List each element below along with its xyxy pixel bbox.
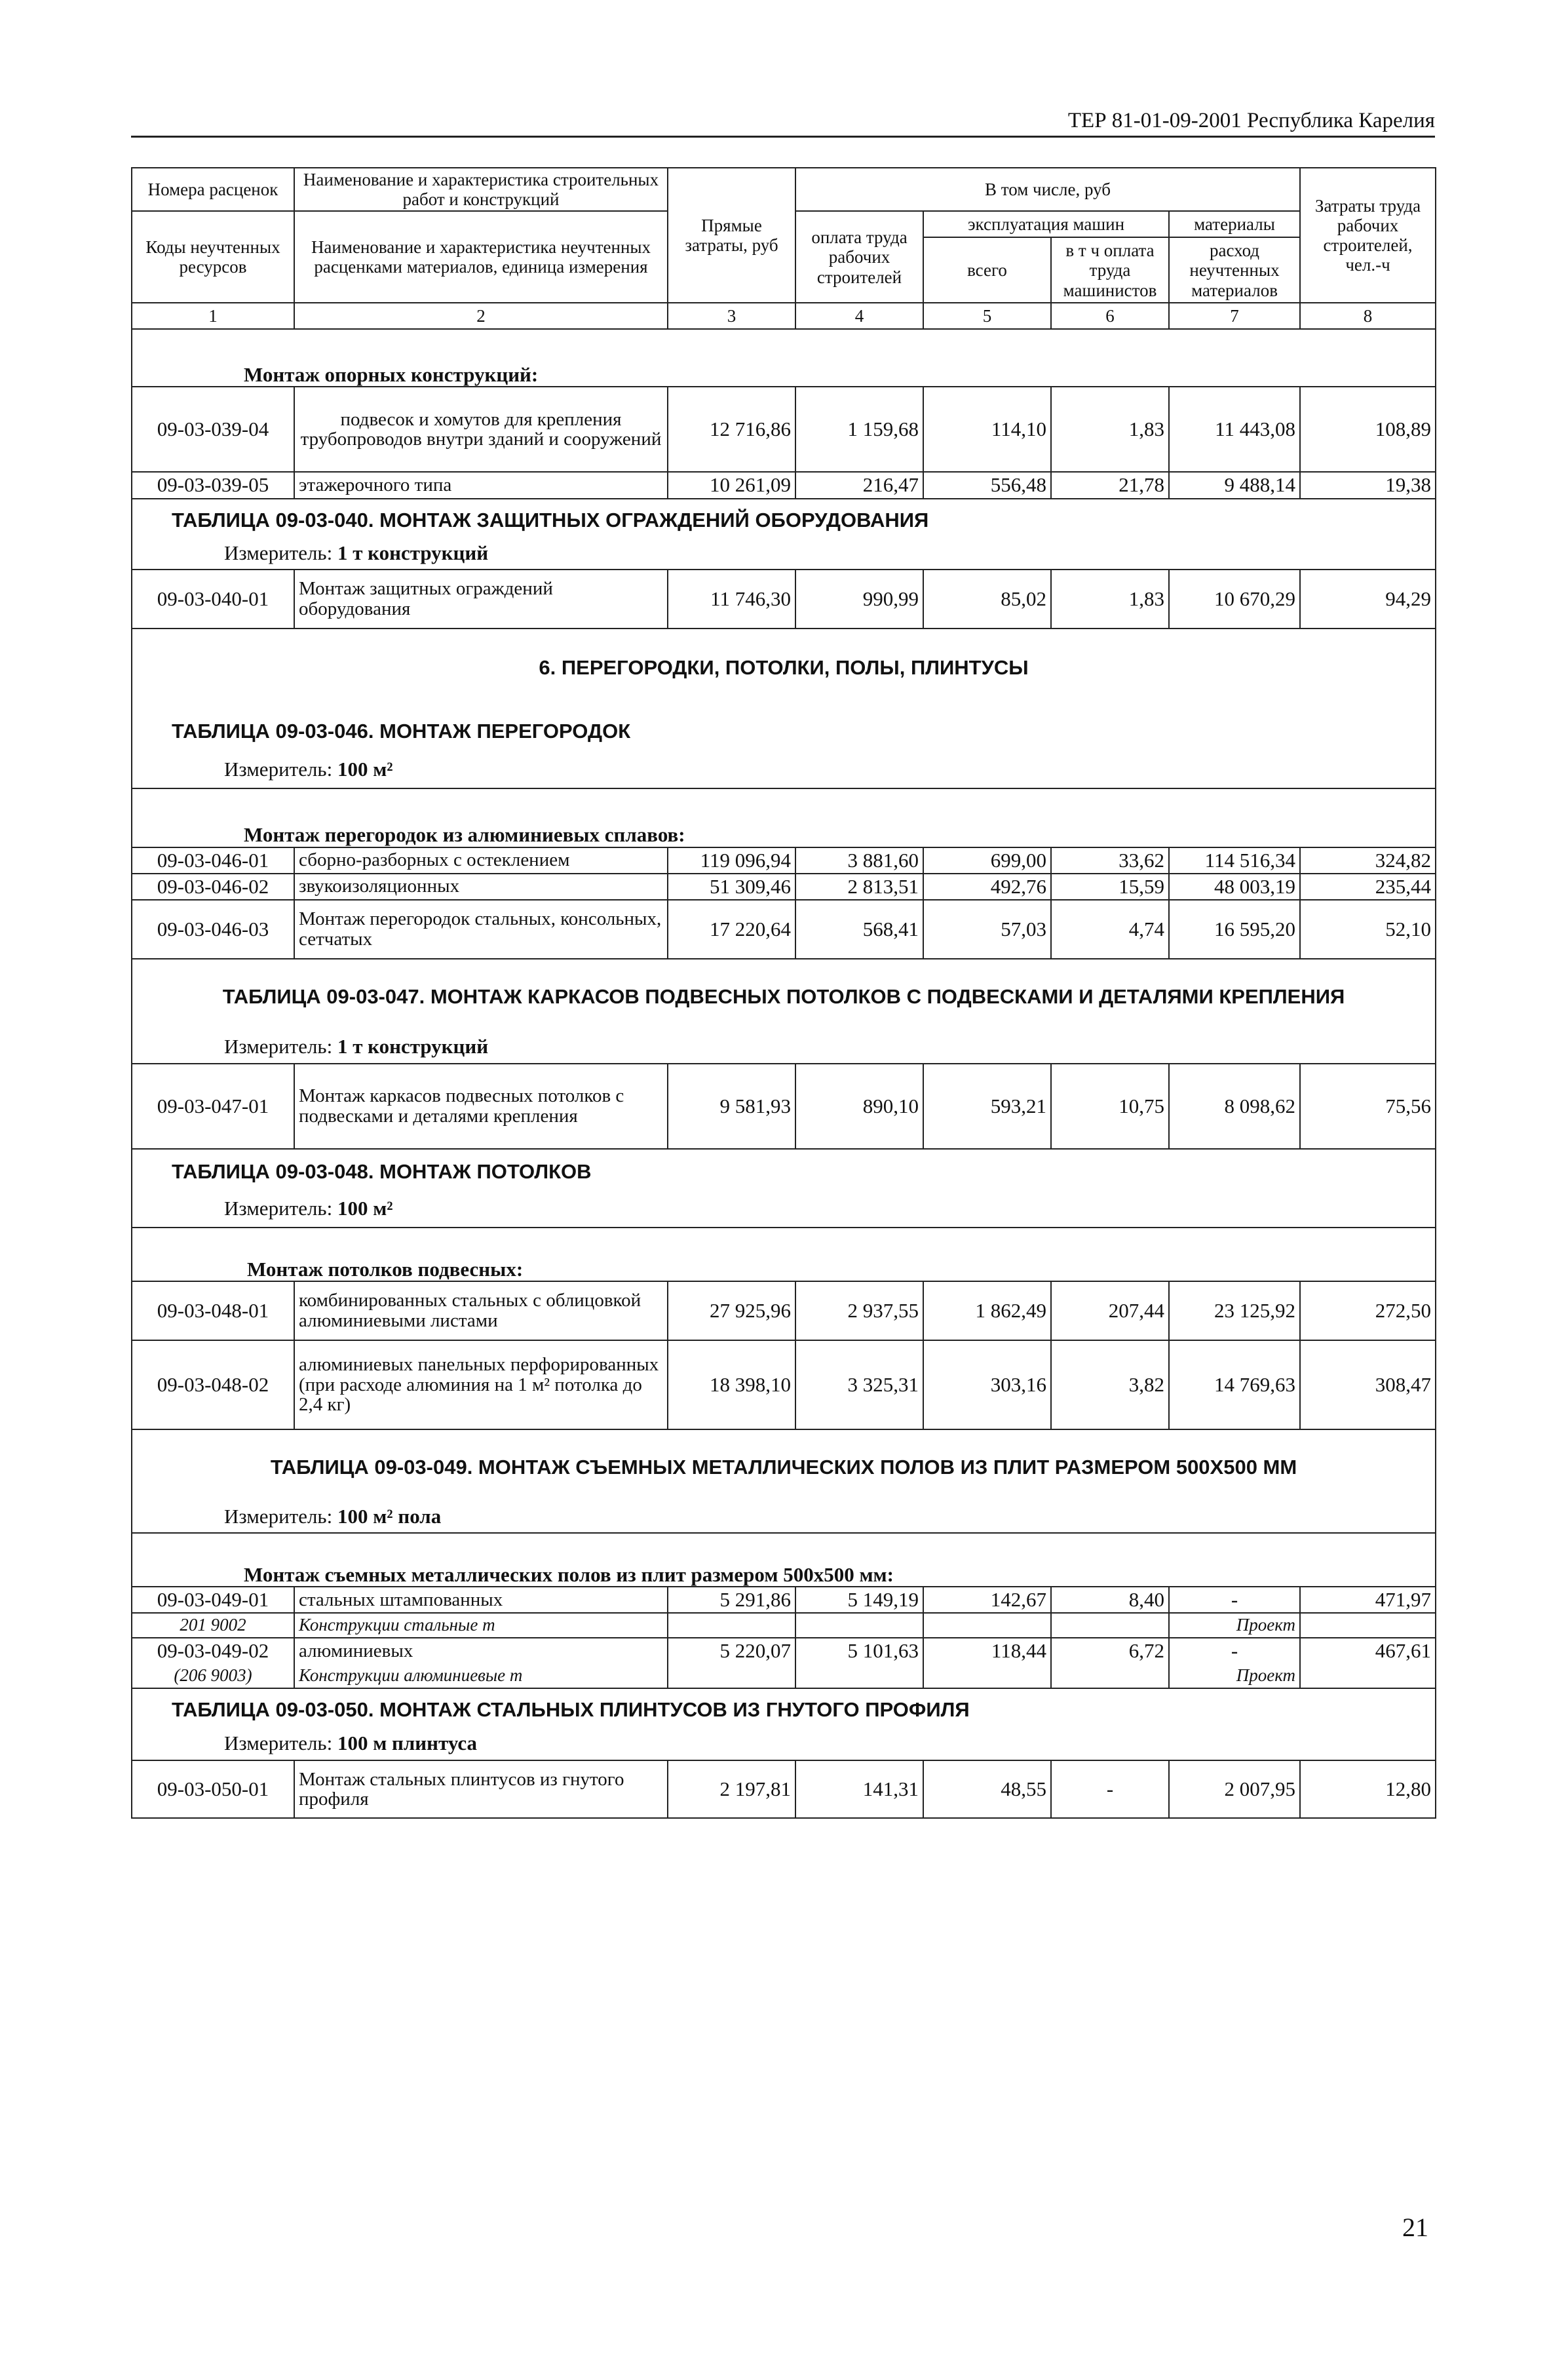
table-title: ТАБЛИЦА 09-03-040. МОНТАЖ ЗАЩИТНЫХ ОГРАЖДЕНИЙ ОБОРУДОВАНИЯ — [132, 499, 1436, 538]
column-number: 1 — [132, 303, 294, 329]
measure-value: 1 т конструкций — [337, 1035, 489, 1058]
table-title: ТАБЛИЦА 09-03-047. МОНТАЖ КАРКАСОВ ПОДВЕСНЫХ ПОТОЛКОВ С ПОДВЕСКАМИ И ДЕТАЛЯМИ КРЕПЛЕНИЯ — [132, 959, 1436, 1031]
direct-costs: 119 096,94 — [668, 847, 795, 874]
rate-name: алюминиевых — [294, 1638, 668, 1663]
rate-name: Монтаж каркасов подвесных потолков с подвесками и деталями крепления — [294, 1064, 668, 1149]
machines-total: 492,76 — [923, 874, 1051, 900]
machinists-pay: 33,62 — [1051, 847, 1169, 874]
materials: 23 125,92 — [1169, 1281, 1300, 1340]
measure-label: Измеритель: — [224, 1197, 337, 1220]
column-number: 6 — [1051, 303, 1169, 329]
direct-costs: 12 716,86 — [668, 387, 795, 472]
materials: 48 003,19 — [1169, 874, 1300, 900]
machinists-pay: 4,74 — [1051, 900, 1169, 959]
group-title: Монтаж съемных металлических полов из плит размером 500х500 мм: — [132, 1533, 1436, 1587]
empty-cell — [1051, 1663, 1169, 1688]
measure-label: Измеритель: — [224, 1505, 337, 1528]
measure-value: 100 м² — [337, 1197, 393, 1220]
labor-hours: 324,82 — [1300, 847, 1436, 874]
material-name: Конструкции алюминиевые т — [294, 1663, 668, 1688]
labor-hours: 308,47 — [1300, 1340, 1436, 1429]
header-materials: материалы — [1169, 211, 1300, 237]
measure-value: 1 т конструкций — [337, 541, 489, 565]
labor-hours: 94,29 — [1300, 570, 1436, 629]
materials: 114 516,34 — [1169, 847, 1300, 874]
table-row — [132, 900, 1436, 959]
material-consumption: Проект — [1169, 1613, 1300, 1638]
machines-total: 118,44 — [923, 1638, 1051, 1663]
table-title: ТАБЛИЦА 09-03-046. МОНТАЖ ПЕРЕГОРОДОК — [132, 707, 1436, 752]
machinists-pay: 10,75 — [1051, 1064, 1169, 1149]
machinists-pay: 8,40 — [1051, 1587, 1169, 1613]
header-machines: эксплуатация машин — [923, 211, 1169, 237]
labor-pay: 216,47 — [795, 472, 923, 498]
labor-pay: 890,10 — [795, 1064, 923, 1149]
column-number: 5 — [923, 303, 1051, 329]
measure-unit — [132, 1031, 1436, 1064]
labor-hours: 272,50 — [1300, 1281, 1436, 1340]
rate-code: 09-03-049-01 — [132, 1587, 294, 1613]
header-machines-total: всего — [923, 237, 1051, 303]
direct-costs: 5 220,07 — [668, 1638, 795, 1663]
material-consumption: Проект — [1169, 1663, 1300, 1688]
measure-unit — [132, 1191, 1436, 1228]
machinists-pay: 21,78 — [1051, 472, 1169, 498]
header-labor-pay: оплата труда рабочих строителей — [795, 211, 923, 303]
rate-code: 09-03-050-01 — [132, 1760, 294, 1818]
labor-pay: 3 325,31 — [795, 1340, 923, 1429]
labor-hours: 471,97 — [1300, 1587, 1436, 1613]
labor-pay: 990,99 — [795, 570, 923, 629]
rate-code: 09-03-039-05 — [132, 472, 294, 498]
table-title: ТАБЛИЦА 09-03-049. МОНТАЖ СЪЕМНЫХ МЕТАЛЛИЧЕСКИХ ПОЛОВ ИЗ ПЛИТ РАЗМЕРОМ 500Х500 ММ — [132, 1429, 1436, 1501]
column-number: 4 — [795, 303, 923, 329]
header-including: В том числе, руб — [795, 168, 1300, 211]
materials: 9 488,14 — [1169, 472, 1300, 498]
machines-total: 57,03 — [923, 900, 1051, 959]
empty-cell — [668, 1613, 795, 1638]
resource-code: (206 9003) — [132, 1663, 294, 1688]
table-row — [132, 1281, 1436, 1340]
direct-costs: 5 291,86 — [668, 1587, 795, 1613]
rate-name: стальных штампованных — [294, 1587, 668, 1613]
rate-name: этажерочного типа — [294, 472, 668, 498]
labor-pay: 568,41 — [795, 900, 923, 959]
direct-costs: 18 398,10 — [668, 1340, 795, 1429]
rate-code: 09-03-046-01 — [132, 847, 294, 874]
table-row — [132, 387, 1436, 472]
table-title: ТАБЛИЦА 09-03-048. МОНТАЖ ПОТОЛКОВ — [132, 1149, 1436, 1191]
rate-code: 09-03-048-02 — [132, 1340, 294, 1429]
table-title: ТАБЛИЦА 09-03-050. МОНТАЖ СТАЛЬНЫХ ПЛИНТУСОВ ИЗ ГНУТОГО ПРОФИЛЯ — [132, 1688, 1436, 1728]
group-title: Монтаж потолков подвесных: — [132, 1228, 1436, 1281]
rate-code: 09-03-046-02 — [132, 874, 294, 900]
table-row — [132, 874, 1436, 900]
rate-name: комбинированных стальных с облицовкой алюминиевыми листами — [294, 1281, 668, 1340]
direct-costs: 9 581,93 — [668, 1064, 795, 1149]
rate-name: подвесок и хомутов для крепления трубопроводов внутри зданий и сооружений — [294, 387, 668, 472]
materials: 10 670,29 — [1169, 570, 1300, 629]
machines-total: 85,02 — [923, 570, 1051, 629]
machines-total: 48,55 — [923, 1760, 1051, 1818]
rate-code: 09-03-049-02 — [132, 1638, 294, 1663]
measure-unit — [132, 538, 1436, 570]
rate-name: Монтаж перегородок стальных, консольных, сетчатых — [294, 900, 668, 959]
header-direct-costs: Прямые затраты, руб — [668, 168, 795, 303]
machinists-pay: 1,83 — [1051, 570, 1169, 629]
machines-total: 699,00 — [923, 847, 1051, 874]
rate-name: Монтаж защитных ограждений оборудования — [294, 570, 668, 629]
machines-total: 593,21 — [923, 1064, 1051, 1149]
header-machinists-pay: в т ч оплата труда машинистов — [1051, 237, 1169, 303]
rates-table — [131, 167, 1436, 1819]
measure-label: Измеритель: — [224, 1732, 337, 1755]
material-row — [132, 1663, 1436, 1688]
labor-pay: 3 881,60 — [795, 847, 923, 874]
measure-value: 100 м² пола — [337, 1505, 442, 1528]
direct-costs: 51 309,46 — [668, 874, 795, 900]
resource-code: 201 9002 — [132, 1613, 294, 1638]
machines-total: 556,48 — [923, 472, 1051, 498]
materials: 16 595,20 — [1169, 900, 1300, 959]
empty-cell — [795, 1613, 923, 1638]
machinists-pay: 15,59 — [1051, 874, 1169, 900]
machines-total: 142,67 — [923, 1587, 1051, 1613]
labor-hours: 75,56 — [1300, 1064, 1436, 1149]
labor-hours: 467,61 — [1300, 1638, 1436, 1663]
table-row — [132, 1638, 1436, 1663]
table-row — [132, 472, 1436, 498]
labor-hours: 235,44 — [1300, 874, 1436, 900]
header-labor-costs: Затраты труда рабочих строителей, чел.-ч — [1300, 168, 1436, 303]
rate-name: звукоизоляционных — [294, 874, 668, 900]
header-work-name: Наименование и характеристика строительных работ и конструкций — [294, 168, 668, 211]
direct-costs: 10 261,09 — [668, 472, 795, 498]
direct-costs: 17 220,64 — [668, 900, 795, 959]
rate-code: 09-03-047-01 — [132, 1064, 294, 1149]
rate-code: 09-03-046-03 — [132, 900, 294, 959]
empty-cell — [923, 1613, 1051, 1638]
measure-unit — [132, 1728, 1436, 1760]
section-title: 6. ПЕРЕГОРОДКИ, ПОТОЛКИ, ПОЛЫ, ПЛИНТУСЫ — [132, 629, 1436, 707]
machinists-pay: 6,72 — [1051, 1638, 1169, 1663]
direct-costs: 27 925,96 — [668, 1281, 795, 1340]
table-row — [132, 1064, 1436, 1149]
column-number: 8 — [1300, 303, 1436, 329]
machines-total: 303,16 — [923, 1340, 1051, 1429]
measure-label: Измеритель: — [224, 541, 337, 565]
empty-cell — [668, 1663, 795, 1688]
rate-code: 09-03-039-04 — [132, 387, 294, 472]
column-number: 7 — [1169, 303, 1300, 329]
rate-code: 09-03-048-01 — [132, 1281, 294, 1340]
labor-pay: 2 937,55 — [795, 1281, 923, 1340]
machinists-pay: 207,44 — [1051, 1281, 1169, 1340]
rate-name: сборно-разборных с остеклением — [294, 847, 668, 874]
labor-hours: 19,38 — [1300, 472, 1436, 498]
machinists-pay: - — [1051, 1760, 1169, 1818]
labor-hours: 12,80 — [1300, 1760, 1436, 1818]
materials: 14 769,63 — [1169, 1340, 1300, 1429]
column-number: 2 — [294, 303, 668, 329]
table-row — [132, 1760, 1436, 1818]
table-row — [132, 847, 1436, 874]
column-number: 3 — [668, 303, 795, 329]
labor-pay: 2 813,51 — [795, 874, 923, 900]
header-material-name: Наименование и характеристика неучтенных расценками материалов, единица измерения — [294, 211, 668, 303]
measure-unit — [132, 752, 1436, 788]
document-header: ТЕР 81-01-09-2001 Республика Карелия — [131, 109, 1435, 138]
rate-code: 09-03-040-01 — [132, 570, 294, 629]
rate-name: Монтаж стальных плинтусов из гнутого профиля — [294, 1760, 668, 1818]
empty-cell — [1300, 1613, 1436, 1638]
material-row — [132, 1613, 1436, 1638]
labor-pay: 1 159,68 — [795, 387, 923, 472]
machinists-pay: 1,83 — [1051, 387, 1169, 472]
materials: 8 098,62 — [1169, 1064, 1300, 1149]
materials: - — [1169, 1638, 1300, 1663]
header-materials-unaccounted: расход неучтенных материалов — [1169, 237, 1300, 303]
measure-unit — [132, 1501, 1436, 1533]
page-number: 21 — [1402, 2213, 1428, 2242]
measure-value: 100 м² — [337, 758, 393, 781]
direct-costs: 2 197,81 — [668, 1760, 795, 1818]
machines-total: 1 862,49 — [923, 1281, 1051, 1340]
machines-total: 114,10 — [923, 387, 1051, 472]
material-name: Конструкции стальные т — [294, 1613, 668, 1638]
materials: - — [1169, 1587, 1300, 1613]
measure-label: Измеритель: — [224, 1035, 337, 1058]
machinists-pay: 3,82 — [1051, 1340, 1169, 1429]
header-resource-codes: Коды неучтенных ресурсов — [132, 211, 294, 303]
labor-pay: 141,31 — [795, 1760, 923, 1818]
rate-name: алюминиевых панельных перфорированных (при расходе алюминия на 1 м² потолка до 2,4 кг) — [294, 1340, 668, 1429]
direct-costs: 11 746,30 — [668, 570, 795, 629]
group-title: Монтаж перегородок из алюминиевых сплавов: — [132, 788, 1436, 847]
measure-label: Измеритель: — [224, 758, 337, 781]
empty-cell — [923, 1663, 1051, 1688]
empty-cell — [1051, 1613, 1169, 1638]
header-rates-number: Номера расценок — [132, 168, 294, 211]
empty-cell — [1300, 1663, 1436, 1688]
table-row — [132, 1587, 1436, 1613]
table-row — [132, 1340, 1436, 1429]
table-row — [132, 570, 1436, 629]
group-title: Монтаж опорных конструкций: — [132, 329, 1436, 387]
labor-hours: 52,10 — [1300, 900, 1436, 959]
materials: 11 443,08 — [1169, 387, 1300, 472]
labor-pay: 5 101,63 — [795, 1638, 923, 1663]
measure-value: 100 м плинтуса — [337, 1732, 478, 1755]
labor-hours: 108,89 — [1300, 387, 1436, 472]
empty-cell — [795, 1663, 923, 1688]
labor-pay: 5 149,19 — [795, 1587, 923, 1613]
materials: 2 007,95 — [1169, 1760, 1300, 1818]
